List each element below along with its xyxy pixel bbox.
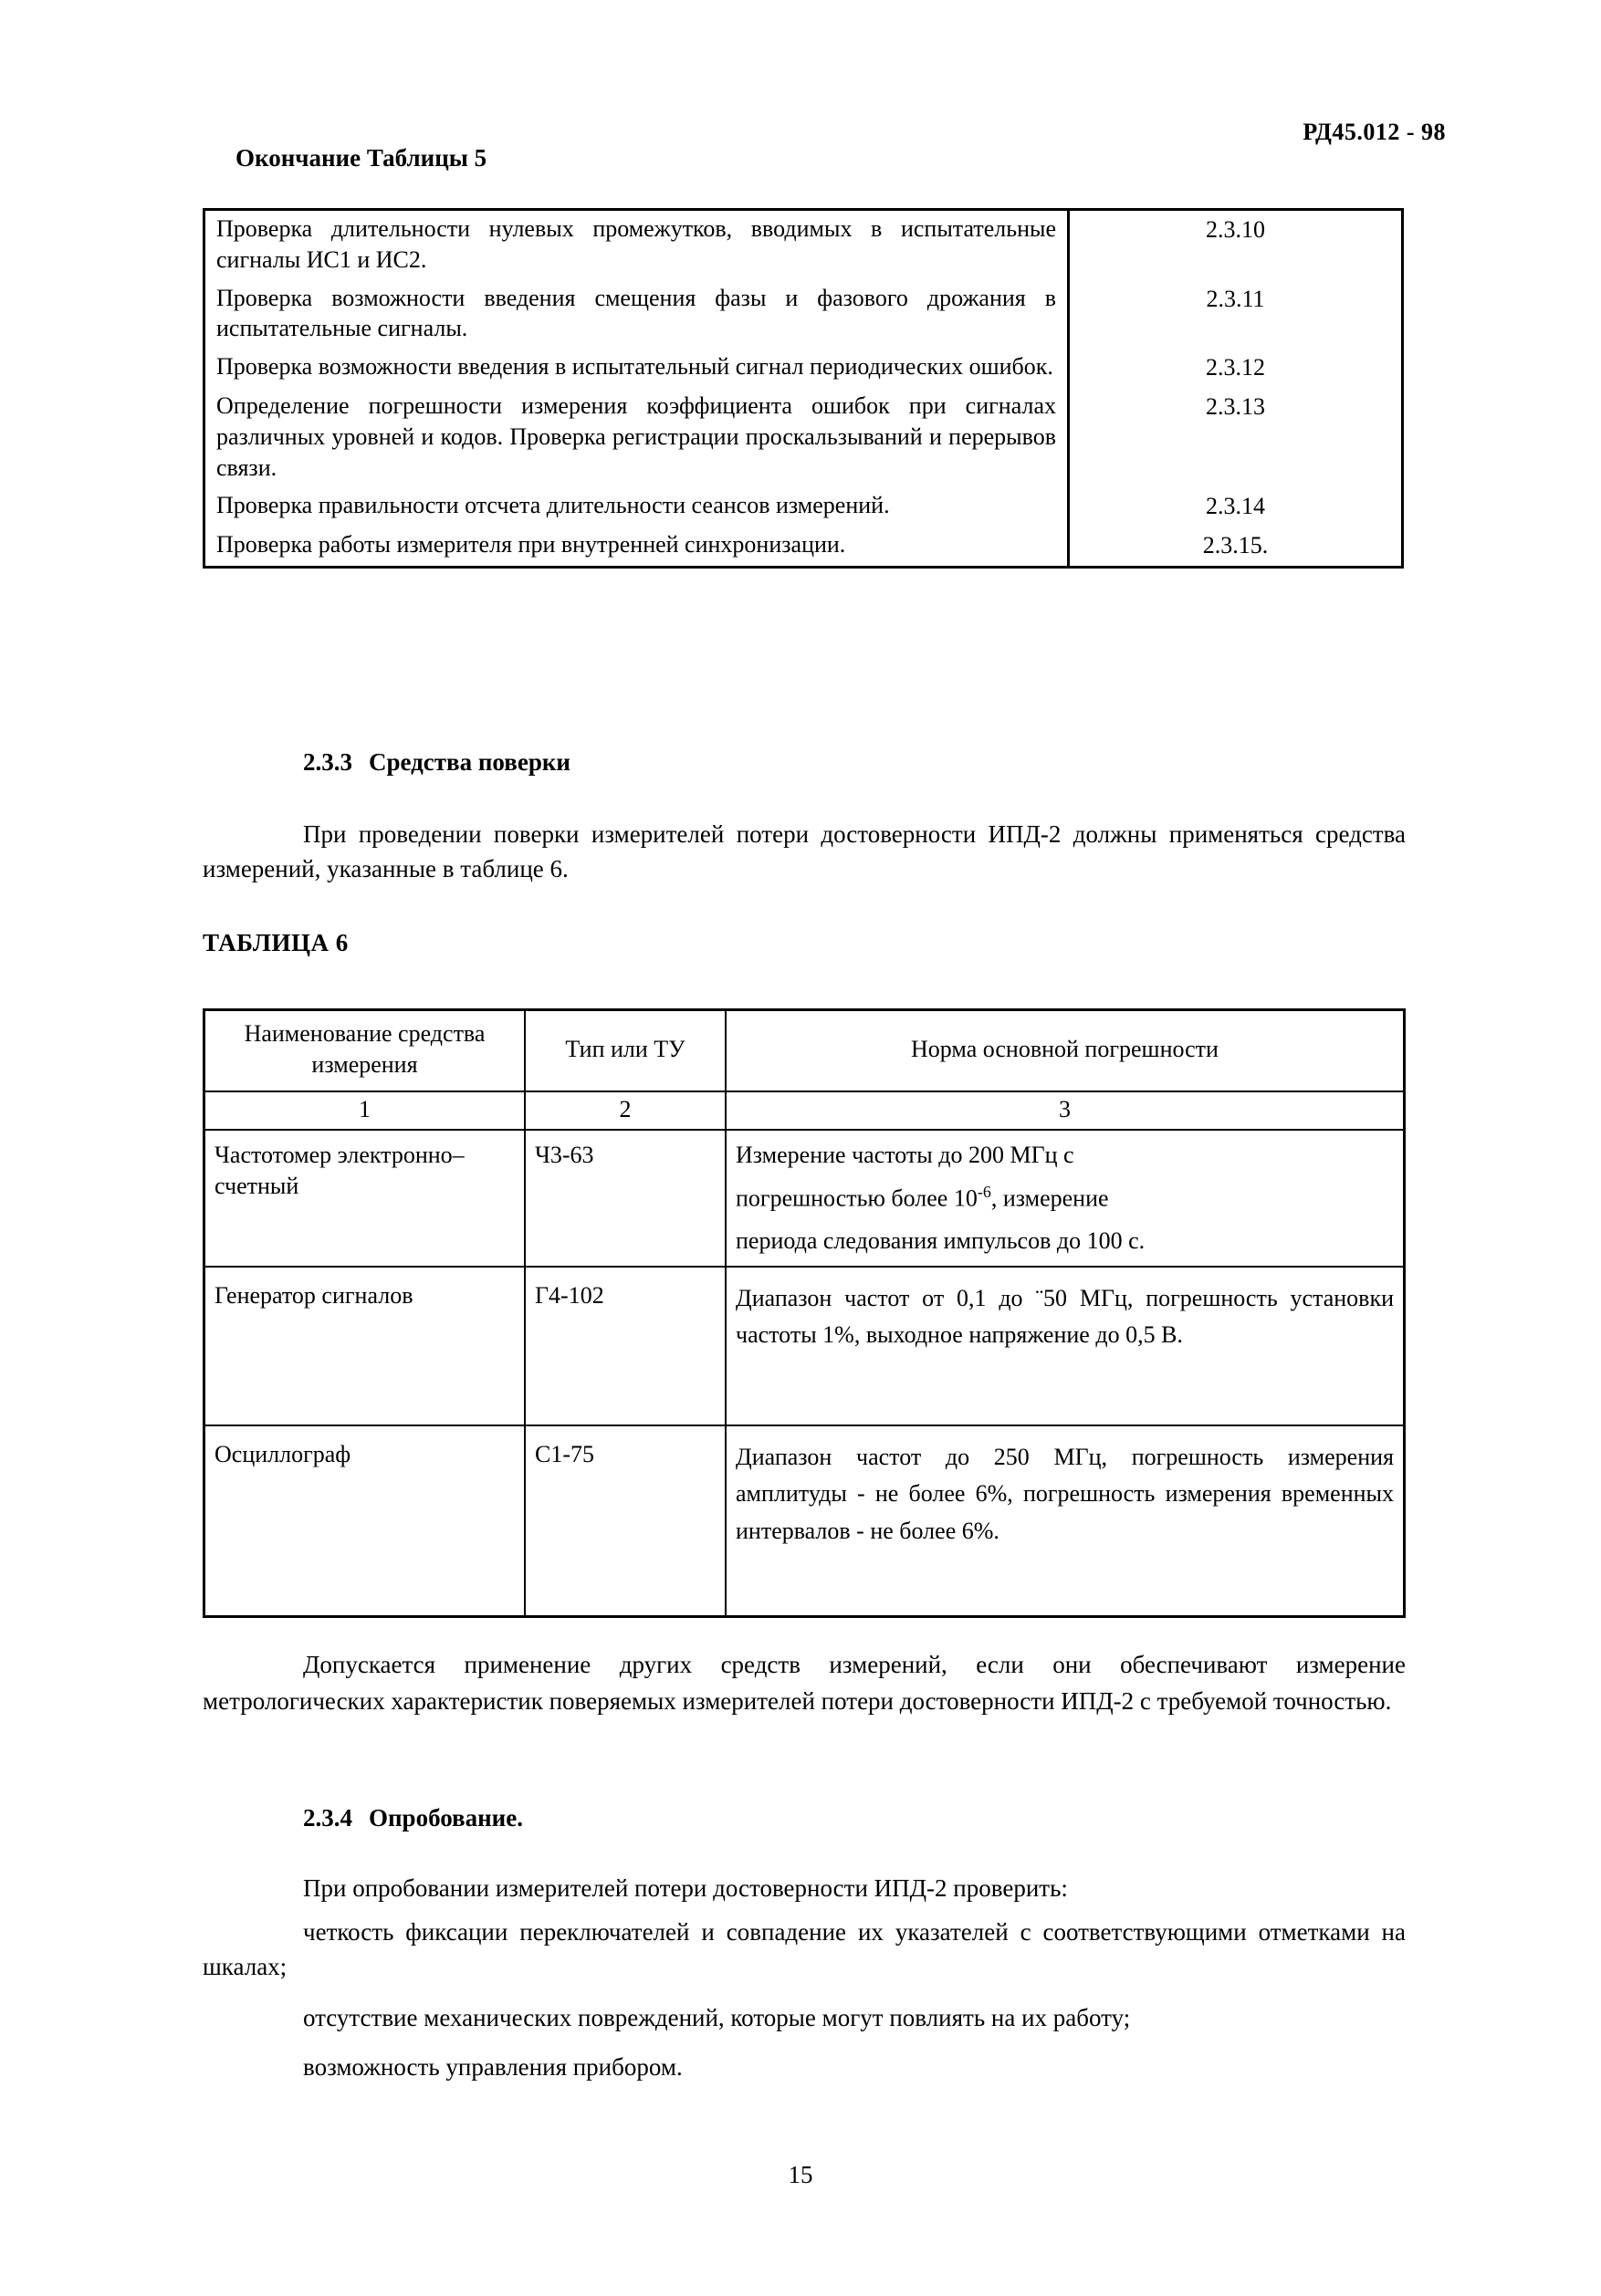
table-row <box>205 280 1401 350</box>
section-title: Средства поверки <box>369 748 570 776</box>
paragraph-means-of-verification: При проведении поверки измерителей потери достоверности ИПД-2 должны применяться средства измерений, указанные в таблице 6. <box>203 820 1406 883</box>
table-6 <box>203 1008 1406 1618</box>
norm-line-2 <box>736 1182 1394 1215</box>
norm-exponent: -6 <box>977 1183 991 1202</box>
norm-line-2-post: , измерение <box>990 1185 1109 1212</box>
document-code: РД45.012 - 98 <box>1303 119 1446 145</box>
table5-cell-description: Определение погрешности измерения коэффициента ошибок при сигналах различных уровней и кодов. Проверка регистрации проскальзываний и перерывов связи. <box>205 388 1069 487</box>
table6-cell-norm <box>726 1130 1403 1267</box>
section-number: 2.3.4 <box>303 1804 352 1832</box>
table-row <box>205 1425 1403 1615</box>
paragraph-trial-intro: При опробовании измерителей потери достоверности ИПД-2 проверить: <box>303 1874 1068 1902</box>
table-row <box>205 1130 1403 1267</box>
table5-cell-ref: 2.3.11 <box>1206 285 1265 312</box>
trial-item-1: четкость фиксации переключателей и совпадение их указателей с соответствующими отметками на шкалах; <box>203 1918 1406 1981</box>
table6-header-type: Тип или ТУ <box>525 1011 726 1091</box>
table6-cell-type: Г4-102 <box>525 1267 726 1425</box>
table5-cell-description: Проверка возможности введения смещения фазы и фазового дрожания в испытательные сигналы. <box>205 280 1069 350</box>
table6-colnum-3: 3 <box>726 1091 1403 1130</box>
table5-cell-description: Проверка длительности нулевых промежутков, вводимых в испытательные сигналы ИС1 и ИС2. <box>205 211 1069 280</box>
table6-colnum-2: 2 <box>525 1091 726 1130</box>
table6-column-number-row <box>205 1091 1403 1130</box>
table6-cell-norm: Диапазон частот до 250 МГц, погрешность измерения амплитуды - не более 6%, погрешность измерения временных интервалов - не более 6%. <box>736 1443 1394 1544</box>
table5-cell-description: Проверка правильности отсчета длительности сеансов измерений. <box>205 487 1069 527</box>
norm-line-2-pre: погрешностью более 10 <box>736 1185 978 1212</box>
page-number: 15 <box>788 2161 813 2188</box>
table6-cell-type: С1-75 <box>525 1425 726 1615</box>
table-row <box>205 388 1401 487</box>
table-row <box>205 349 1401 388</box>
table5-cell-ref: 2.3.12 <box>1206 354 1265 381</box>
section-number: 2.3.3 <box>303 748 352 776</box>
table6-cell-name: Осциллограф <box>205 1425 525 1615</box>
table6-header-norm: Норма основной погрешности <box>726 1011 1403 1091</box>
paragraph-other-means-allowed: Допускается применение других средств измерений, если они обеспечивают измерение метрологических характеристик поверяемых измерителей потери достоверности ИПД-2 с требуемой точностью. <box>203 1651 1406 1715</box>
norm-line-1: Измерение частоты до 200 МГц с <box>736 1141 1074 1168</box>
table6-cell-name: Генератор сигналов <box>205 1267 525 1425</box>
table6-cell-norm: Диапазон частот от 0,1 до ¨50 МГц, погрешность установки частоты 1%, выходное напряжение до 0,5 В. <box>726 1267 1403 1425</box>
table5-cell-ref: 2.3.10 <box>1206 216 1265 243</box>
section-heading-2-3-4 <box>303 1804 523 1832</box>
table5-cell-description: Проверка возможности введения в испытательный сигнал периодических ошибок. <box>205 349 1069 388</box>
table6-header-row <box>205 1011 1403 1091</box>
table-row <box>205 527 1401 566</box>
table6-header-name: Наименование средства измерения <box>205 1011 525 1091</box>
table-row <box>205 211 1401 280</box>
table-row <box>205 487 1401 527</box>
table-row <box>205 1267 1403 1425</box>
trial-item-2: отсутствие механических повреждений, которые могут повлиять на их работу; <box>303 2004 1131 2031</box>
norm-line-3: периода следования импульсов до 100 с. <box>736 1227 1146 1255</box>
table-5-continuation <box>203 208 1404 569</box>
table5-cell-description: Проверка работы измерителя при внутренней синхронизации. <box>205 527 1069 566</box>
table-continuation-label: Окончание Таблицы 5 <box>235 144 487 172</box>
table6-cell-name: Частотомер электронно–счетный <box>205 1130 525 1267</box>
section-title: Опробование. <box>369 1804 523 1832</box>
table6-cell-type: Ч3-63 <box>525 1130 726 1267</box>
table5-cell-ref: 2.3.15. <box>1202 532 1269 559</box>
table-6-caption: ТАБЛИЦА 6 <box>203 929 349 956</box>
table5-cell-ref: 2.3.13 <box>1206 392 1265 420</box>
trial-item-3: возможность управления прибором. <box>303 2053 683 2081</box>
section-heading-2-3-3 <box>303 748 570 777</box>
table6-colnum-1: 1 <box>205 1091 525 1130</box>
table5-cell-ref: 2.3.14 <box>1206 493 1265 520</box>
